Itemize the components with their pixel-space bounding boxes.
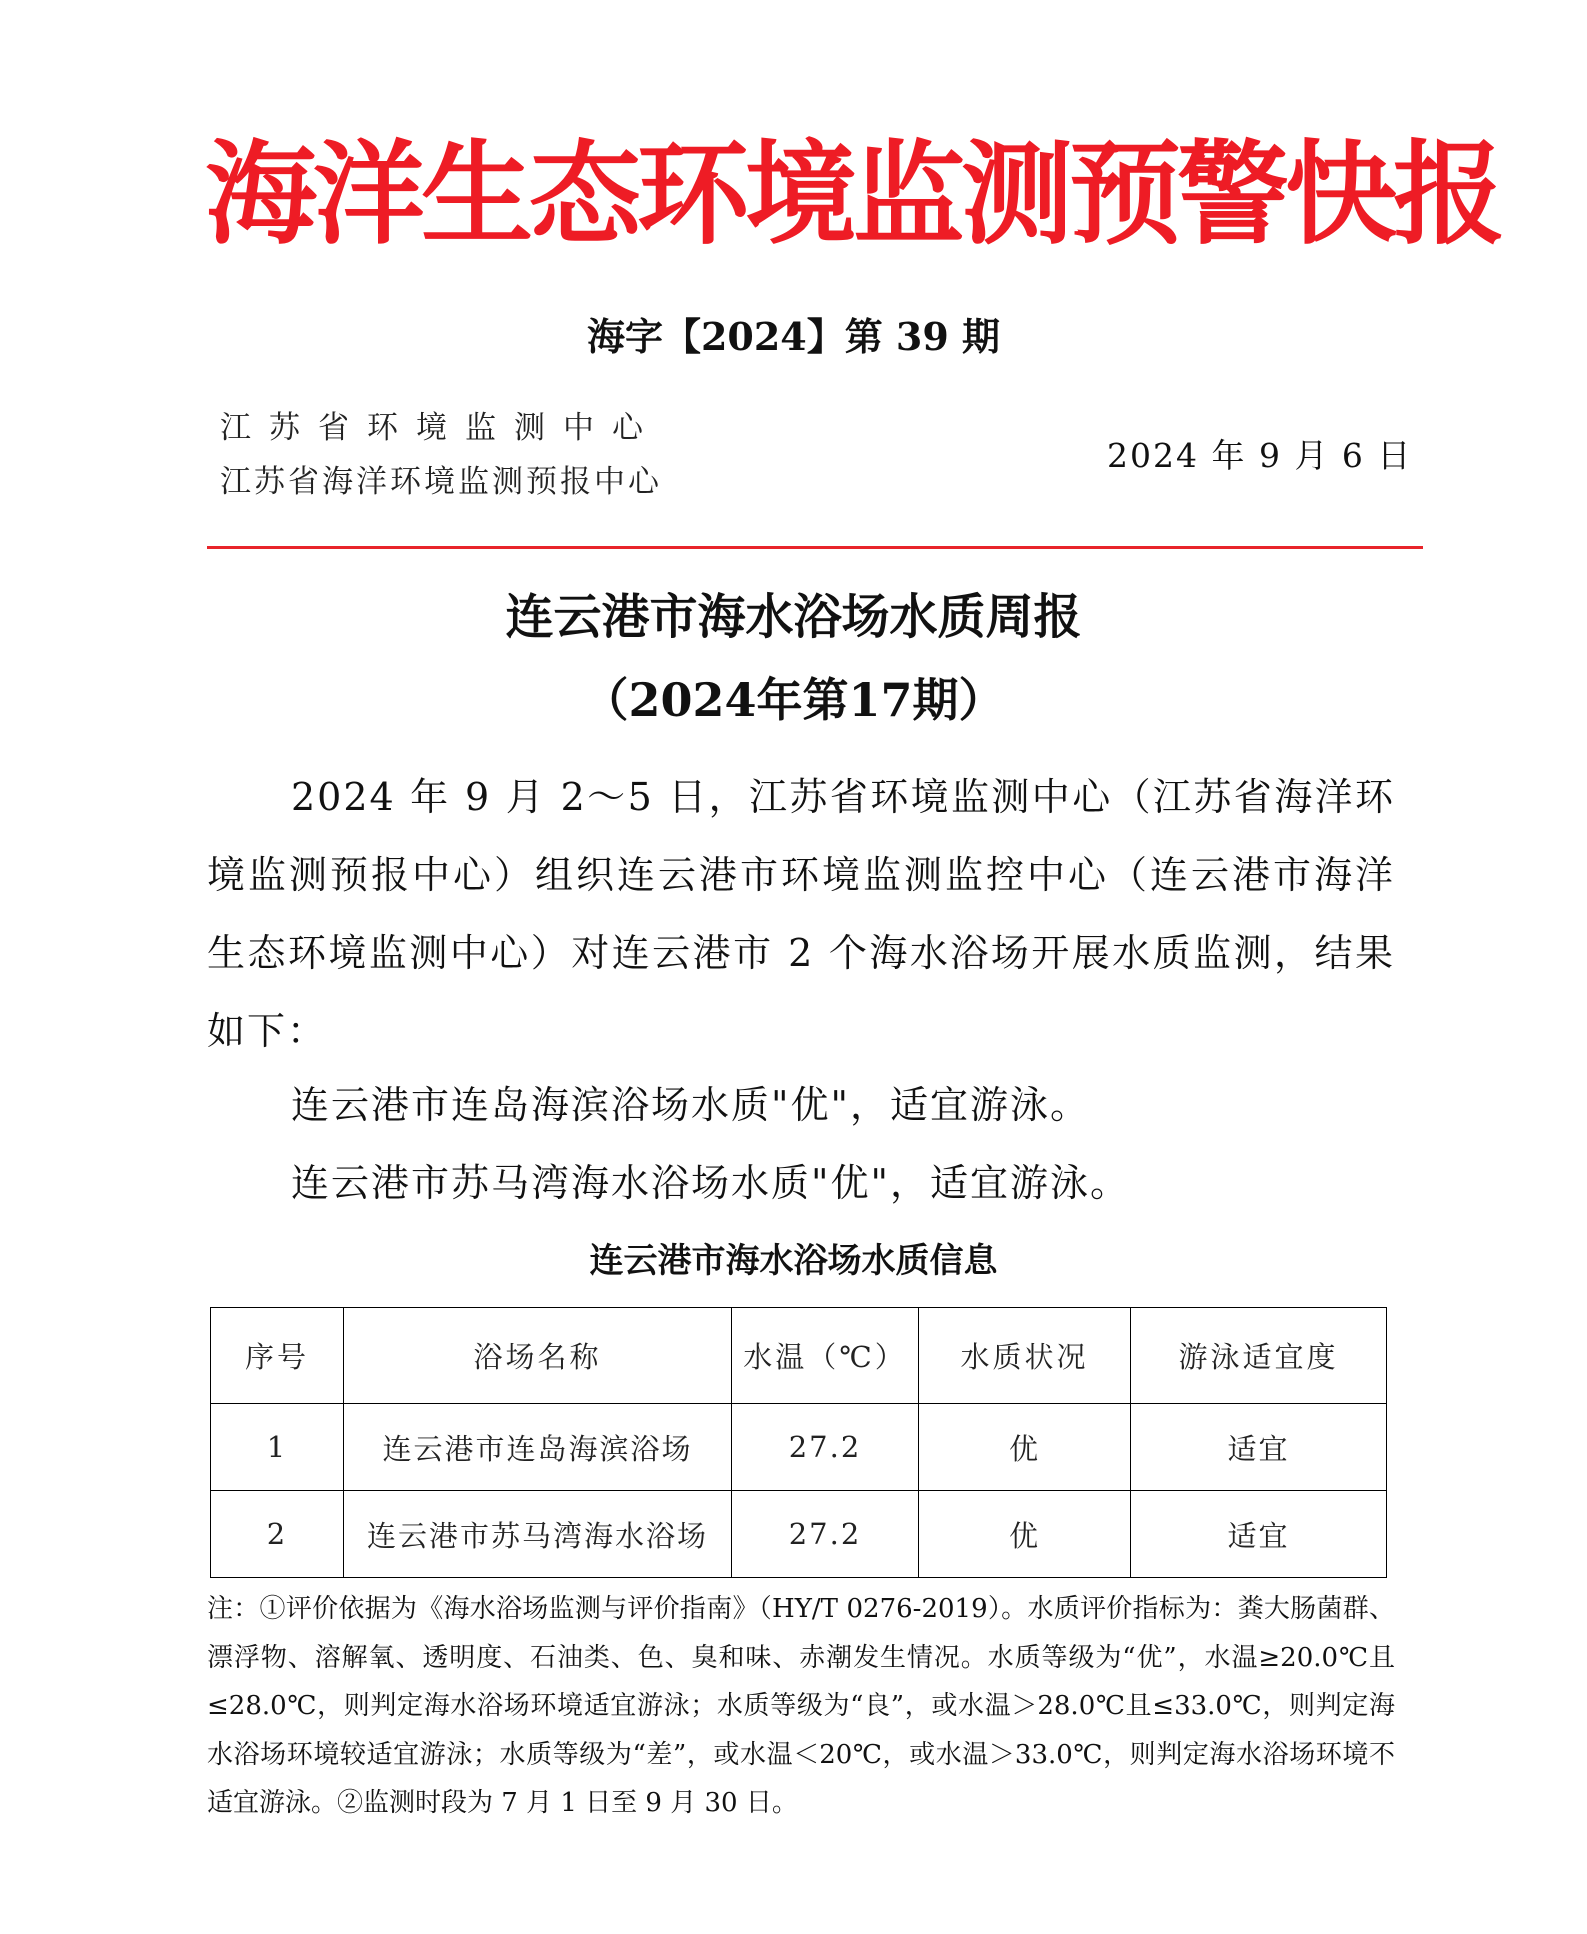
footnote: 注：①评价依据为《海水浴场监测与评价指南》（HY/T 0276-2019）。水质评价指标为：粪大肠菌群、漂浮物、溶解氧、透明度、石油类、色、臭和味、赤潮发生情况。水质等级为“优”，水温≥20.0℃且≤28.0℃，则判定海水浴场环境适宜游泳；水质等级为“良”，或水温＞28.0℃且≤33.0℃，则判定海水浴场环境较适宜游泳；水质等级为“差”，或水温＜20℃，或水温＞33.0℃，则判定海水浴场环境不适宜游泳。②监测时段为 7 月 1 日至 9 月 30 日。 bbox=[207, 1594, 1395, 1818]
issue-number: 海字【2024】第 39 期 bbox=[586, 314, 1001, 359]
intro-text: 2024 年 9 月 2～5 日，江苏省环境监测中心（江苏省海洋环境监测预报中心）组织连云港市环境监测监控中心（连云港市海洋生态环境监测中心）对连云港市 2 个海水浴场开展水质监测，结果如下： bbox=[207, 775, 1395, 1053]
intro-paragraph bbox=[207, 758, 1395, 1070]
table-row bbox=[211, 1491, 1387, 1578]
header-beach-name: 浴场名称 bbox=[344, 1308, 732, 1404]
header-water-quality: 水质状况 bbox=[919, 1308, 1131, 1404]
header-index: 序号 bbox=[211, 1308, 344, 1404]
cell-swim-suitability: 适宜 bbox=[1131, 1491, 1387, 1578]
cell-water-temp: 27.2 bbox=[732, 1491, 919, 1578]
organization-name-2: 江苏省海洋环境监测预报中心 bbox=[220, 464, 662, 500]
report-subtitle: （2024年第17期） bbox=[582, 673, 1005, 727]
red-divider-line bbox=[207, 546, 1423, 549]
cell-index: 2 bbox=[211, 1491, 344, 1578]
header-water-temp: 水温（℃） bbox=[732, 1308, 919, 1404]
cell-index: 1 bbox=[211, 1404, 344, 1491]
report-title: 连云港市海水浴场水质周报 bbox=[505, 589, 1082, 645]
water-quality-table bbox=[210, 1307, 1387, 1578]
table-header-row bbox=[211, 1308, 1387, 1404]
cell-water-quality: 优 bbox=[919, 1404, 1131, 1491]
cell-swim-suitability: 适宜 bbox=[1131, 1404, 1387, 1491]
cell-beach-name: 连云港市苏马湾海水浴场 bbox=[344, 1491, 732, 1578]
result-line-2: 连云港市苏马湾海水浴场水质"优"，适宜游泳。 bbox=[291, 1161, 1130, 1205]
result-line-1: 连云港市连岛海滨浴场水质"优"，适宜游泳。 bbox=[291, 1083, 1090, 1127]
cell-water-temp: 27.2 bbox=[732, 1404, 919, 1491]
organization-name-1: 江苏省环境监测中心 bbox=[220, 410, 661, 446]
cell-beach-name: 连云港市连岛海滨浴场 bbox=[344, 1404, 732, 1491]
table-caption: 连云港市海水浴场水质信息 bbox=[589, 1241, 998, 1281]
table-row bbox=[211, 1404, 1387, 1491]
header-swim-suitability: 游泳适宜度 bbox=[1131, 1308, 1387, 1404]
masthead-title: 海洋生态环境监测预警快报 bbox=[205, 130, 1501, 260]
publish-date: 2024 年 9 月 6 日 bbox=[1107, 436, 1413, 475]
cell-water-quality: 优 bbox=[919, 1491, 1131, 1578]
